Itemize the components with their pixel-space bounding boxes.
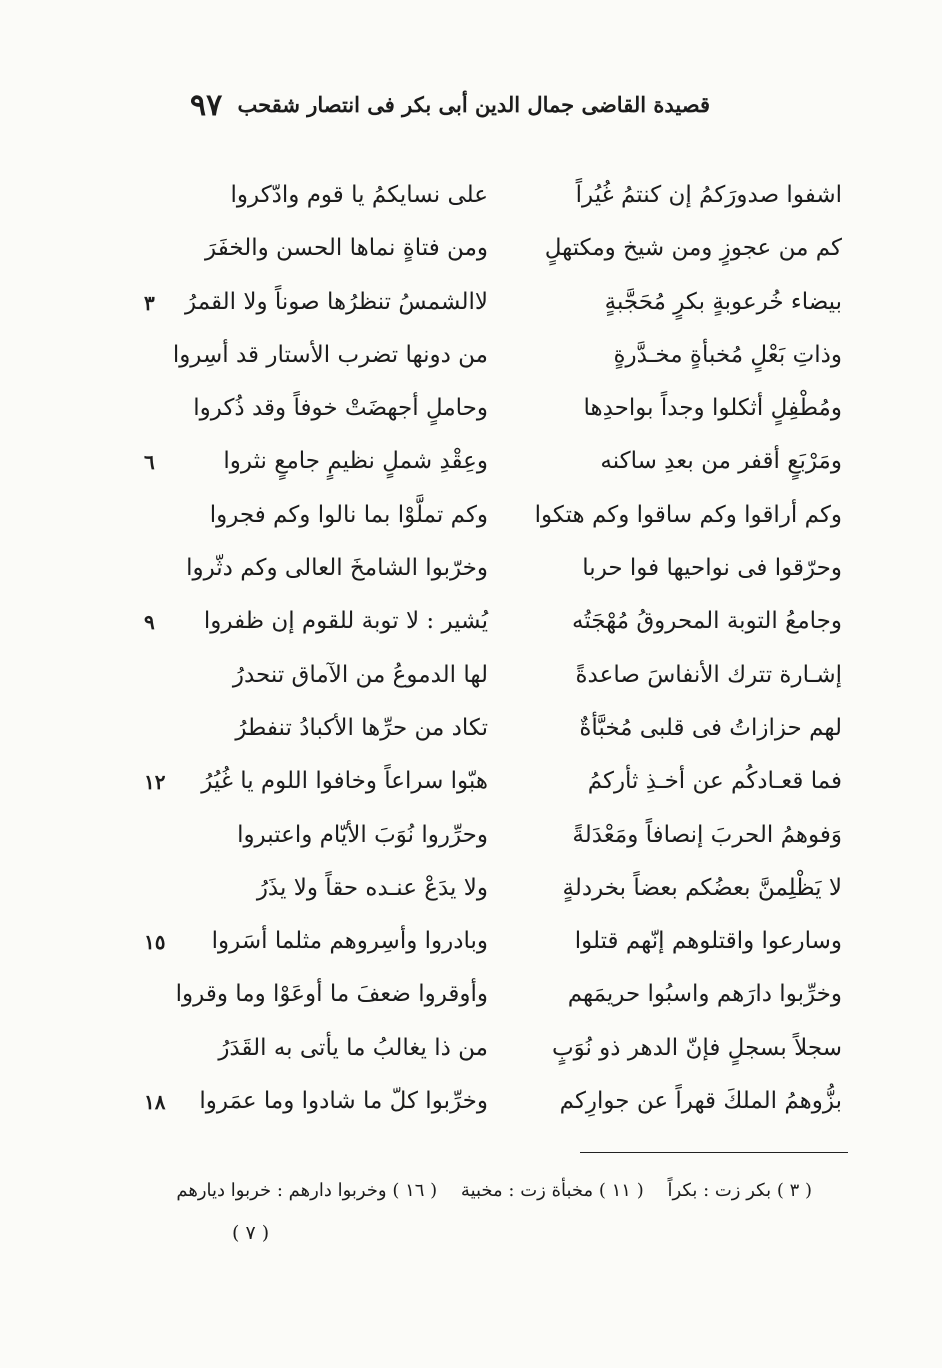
verse-first-hemistich: لهم حزازاتُ فى قلبى مُخبَّأةٌ bbox=[579, 714, 842, 741]
verse-line bbox=[140, 229, 870, 282]
verse-number: ٩ bbox=[144, 610, 155, 635]
verse-line bbox=[140, 1082, 870, 1135]
verse-second-hemistich: لاالشمسُ تنظرُها صوناً ولا القمرُ bbox=[185, 288, 488, 315]
verse-second-hemistich: وخرِّبوا كلّ ما شادوا وما عمَروا bbox=[199, 1088, 488, 1115]
verse-second-hemistich: وحاملٍ أجهضَتْ خوفاً وقد ذُكروا bbox=[193, 395, 488, 422]
verse-first-hemistich: فما قعـادكُم عن أخـذِ ثأركمُ bbox=[587, 768, 842, 795]
footnotes bbox=[172, 1180, 812, 1201]
verse-second-hemistich: ولا يدَعْ عنـده حقاً ولا يذَرُ bbox=[256, 874, 488, 901]
verse-line bbox=[140, 869, 870, 922]
footnote: ( ١١ ) مخبأة زت : مخبية bbox=[460, 1180, 644, 1201]
verse-line bbox=[140, 442, 870, 495]
verse-second-hemistich: على نسايكمُ يا قوم وادّكروا bbox=[230, 182, 488, 208]
verse-first-hemistich: بيضاء خُرعوبةٍ بكرٍ مُحَجَّبةٍ bbox=[604, 288, 842, 315]
verse-second-hemistich: هبّوا سراعاً وخافوا اللوم يا غُيُرُ bbox=[201, 768, 488, 795]
verse-second-hemistich: من ذا يغالبُ ما يأتى به القَدَرُ bbox=[218, 1034, 488, 1061]
verse-line bbox=[140, 176, 870, 229]
running-title: قصيدة القاضى جمال الدين أبى بكر فى انتصار شقحب bbox=[237, 92, 710, 117]
verse-first-hemistich: إشـارة تترك الأنفاسَ صاعدةً bbox=[575, 661, 842, 688]
verse-first-hemistich: وجامعُ التوبة المحروقُ مُهْجَتُه bbox=[571, 608, 842, 635]
page-header bbox=[190, 88, 710, 132]
verse-first-hemistich: وسارعوا واقتلوهم إنّهم قتلوا bbox=[574, 928, 842, 955]
verse-second-hemistich: لها الدموعُ من الآماق تنحدرُ bbox=[232, 661, 488, 688]
verse-first-hemistich: وذاتِ بَعْلٍ مُخبأةٍ مخـدَّرةٍ bbox=[613, 341, 842, 368]
verse-number: ١٥ bbox=[144, 930, 166, 955]
verse-first-hemistich: لا يَظْلِمنَّ بعضُكم بعضاً بخردلةٍ bbox=[562, 874, 842, 901]
verse-first-hemistich: اشفوا صدورَكمُ إن كنتمُ غُيُراً bbox=[575, 182, 842, 208]
verse-second-hemistich: ومن فتاةٍ نماها الحسن والخفَرَ bbox=[205, 235, 488, 262]
verse-number: ١٢ bbox=[144, 770, 166, 795]
verse-number: ٣ bbox=[144, 290, 155, 315]
verse-second-hemistich: وخرّبوا الشامخَ العالى وكم دثّروا bbox=[186, 555, 488, 582]
verse-second-hemistich: وحرِّروا نُوَبَ الأيّام واعتبروا bbox=[237, 821, 488, 848]
verse-second-hemistich: وكم تملَّوْا بما نالوا وكم فجروا bbox=[209, 501, 488, 528]
verse-line bbox=[140, 336, 870, 389]
verse-line bbox=[140, 549, 870, 602]
page-number: ٩٧ bbox=[190, 88, 223, 123]
verse-line bbox=[140, 389, 870, 442]
verse-line bbox=[140, 709, 870, 762]
gathering-signature: ( ٧ ) bbox=[232, 1222, 270, 1244]
verse-line bbox=[140, 602, 870, 655]
verse-first-hemistich: سجلاً بسجلٍ فإنّ الدهر ذو نُوَبٍ bbox=[551, 1034, 842, 1061]
verse-line bbox=[140, 656, 870, 709]
verse-first-hemistich: بزُّوهمُ الملكَ قهراً عن جوارِكم bbox=[559, 1088, 842, 1115]
verse-line bbox=[140, 496, 870, 549]
footnote: ( ١٦ ) وخربوا دارهم : خربوا ديارهم bbox=[176, 1180, 438, 1201]
verse-first-hemistich: ومُطْفِلٍ أثكلوا وجداً بواحدِها bbox=[583, 395, 842, 422]
verse-second-hemistich: يُشير : لا توبة للقوم إن ظفروا bbox=[203, 608, 488, 635]
verse-number: ١٨ bbox=[144, 1090, 166, 1115]
verse-first-hemistich: وخرِّبوا دارَهم واسبُوا حريمَهم bbox=[567, 981, 842, 1008]
verse-second-hemistich: تكاد من حرِّها الأكبادُ تنفطرُ bbox=[235, 714, 488, 741]
poem bbox=[140, 176, 870, 1135]
verse-first-hemistich: ومَرْبَعٍ أقفر من بعدِ ساكنه bbox=[600, 448, 842, 475]
verse-number: ٦ bbox=[144, 450, 155, 475]
footnote: ( ٣ ) بكر زت : بكراً bbox=[667, 1180, 812, 1201]
verse-line bbox=[140, 816, 870, 869]
verse-line bbox=[140, 1029, 870, 1082]
footnote-divider bbox=[580, 1152, 848, 1153]
verse-line bbox=[140, 922, 870, 975]
verse-first-hemistich: وحرّقوا فى نواحيها فوا حربا bbox=[582, 555, 842, 582]
verse-second-hemistich: وأوقروا ضعفَ ما أوعَوْا وما وقروا bbox=[175, 981, 488, 1008]
verse-second-hemistich: وبادروا وأسِروهم مثلما أسَروا bbox=[211, 928, 488, 955]
verse-line bbox=[140, 283, 870, 336]
verse-second-hemistich: من دونها تضرب الأستار قد أسِروا bbox=[172, 341, 488, 368]
verse-first-hemistich: وَفوهمُ الحربَ إنصافاً ومَعْدَلةً bbox=[572, 821, 842, 848]
verse-line bbox=[140, 975, 870, 1028]
verse-line bbox=[140, 762, 870, 815]
verse-first-hemistich: كم من عجوزٍ ومن شيخ ومكتهلٍ bbox=[544, 235, 842, 262]
verse-first-hemistich: وكم أراقوا وكم ساقوا وكم هتكوا bbox=[534, 501, 842, 528]
verse-second-hemistich: وعِقْدِ شملٍ نظيمٍ جامعٍ نثروا bbox=[223, 448, 488, 475]
